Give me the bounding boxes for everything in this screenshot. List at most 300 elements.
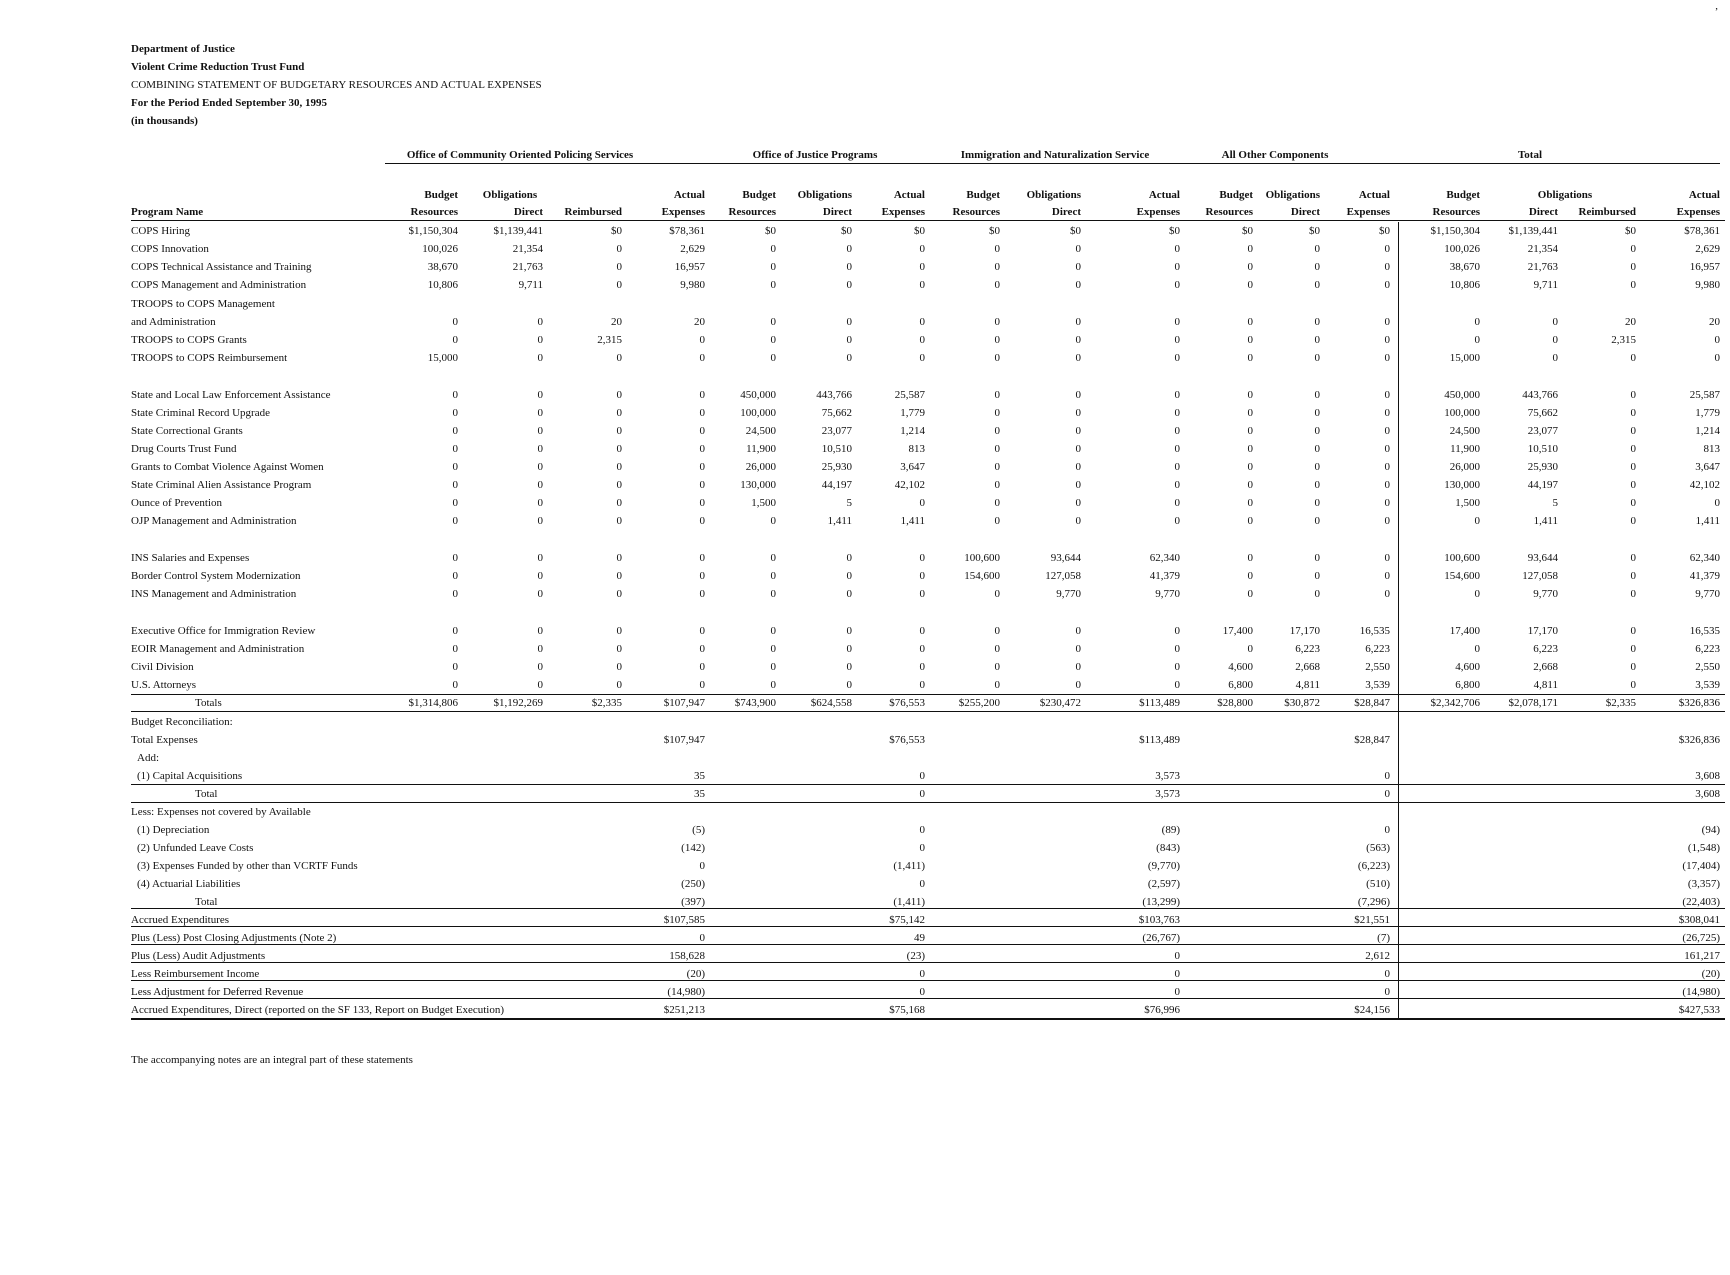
table-cell: 100,600 [964, 552, 1000, 564]
column-header-resources: Resources [952, 206, 1000, 218]
table-cell: 9,711 [1533, 279, 1558, 291]
table-cell: 0 [1174, 497, 1180, 509]
table-cell: 0 [452, 316, 458, 328]
table-cell: 0 [1384, 261, 1390, 273]
table-cell: 1,779 [1695, 407, 1720, 419]
table-cell: 0 [616, 497, 622, 509]
table-cell: 0 [699, 389, 705, 401]
table-cell: 0 [699, 479, 705, 491]
reconciliation-rule [131, 998, 1725, 999]
table-cell: 0 [994, 625, 1000, 637]
table-cell: 0 [1474, 334, 1480, 346]
table-cell: 0 [919, 497, 925, 509]
table-cell: 25,587 [894, 389, 925, 401]
table-cell: 75,662 [1527, 407, 1558, 419]
table-cell: 0 [616, 443, 622, 455]
column-header-obligations: Obligations [1026, 189, 1081, 201]
reconciliation-cell: (1,411) [893, 896, 925, 908]
column-header-expenses: Expenses [1346, 206, 1390, 218]
table-cell: $0 [841, 225, 852, 237]
table-cell: $230,472 [1039, 697, 1081, 709]
table-cell: 0 [1384, 389, 1390, 401]
table-cell: 0 [452, 588, 458, 600]
table-cell: 0 [846, 279, 852, 291]
table-cell: 0 [994, 407, 1000, 419]
table-cell: 0 [919, 552, 925, 564]
reconciliation-cell: (89) [1161, 824, 1180, 836]
program-name: INS Management and Administration [131, 588, 297, 600]
table-cell: 9,980 [680, 279, 705, 291]
table-cell: 0 [1174, 479, 1180, 491]
table-cell: 0 [1247, 497, 1253, 509]
table-cell: 0 [699, 497, 705, 509]
table-cell: 0 [1174, 279, 1180, 291]
table-cell: 17,400 [1449, 625, 1480, 637]
table-cell: 11,900 [1450, 443, 1480, 455]
table-cell: $0 [611, 225, 622, 237]
table-cell: $1,150,304 [1430, 225, 1480, 237]
reconciliation-rule [131, 784, 1725, 785]
table-cell: 10,510 [821, 443, 852, 455]
column-header-obligations: Obligations [482, 189, 538, 201]
table-cell: 0 [919, 334, 925, 346]
table-cell: 1,411 [900, 515, 925, 527]
table-cell: 2,668 [1533, 661, 1558, 673]
reconciliation-cell: 3,608 [1695, 788, 1720, 800]
table-cell: 0 [1075, 643, 1081, 655]
statement-title: COMBINING STATEMENT OF BUDGETARY RESOURCES AND ACTUAL EXPENSES [131, 79, 542, 91]
table-cell: 0 [1630, 570, 1636, 582]
table-cell: 23,077 [821, 425, 852, 437]
table-cell: 0 [452, 443, 458, 455]
table-cell: 0 [1552, 352, 1558, 364]
table-cell: 75,662 [821, 407, 852, 419]
table-cell: 0 [1630, 515, 1636, 527]
column-header-actual: Actual [1688, 189, 1720, 201]
reconciliation-label: Total Expenses [131, 734, 198, 746]
table-cell: 0 [846, 661, 852, 673]
table-cell: 130,000 [1444, 479, 1480, 491]
table-cell: 0 [1384, 443, 1390, 455]
reconciliation-cell: 0 [1384, 968, 1390, 980]
reconciliation-cell: (23) [906, 950, 925, 962]
table-cell: 0 [1384, 334, 1390, 346]
table-cell: 4,811 [1295, 679, 1320, 691]
reconciliation-cell: 0 [1384, 824, 1390, 836]
reconciliation-cell: (7) [1377, 932, 1390, 944]
column-header-actual: Actual [1148, 189, 1180, 201]
table-cell: 0 [537, 316, 543, 328]
table-cell: 1,411 [827, 515, 852, 527]
table-cell: 93,644 [1527, 552, 1558, 564]
table-cell: 0 [919, 243, 925, 255]
reconciliation-cell: (563) [1366, 842, 1390, 854]
column-header-expenses: Expenses [881, 206, 925, 218]
table-cell: 0 [1384, 588, 1390, 600]
table-cell: 0 [1630, 389, 1636, 401]
table-cell: 0 [616, 425, 622, 437]
table-cell: 0 [1174, 334, 1180, 346]
table-cell: 443,766 [816, 389, 852, 401]
table-cell: 0 [1384, 279, 1390, 291]
group-header: Total [1517, 149, 1543, 161]
table-cell: 1,411 [1533, 515, 1558, 527]
table-cell: 0 [770, 334, 776, 346]
table-cell: 0 [616, 352, 622, 364]
table-cell: 38,670 [427, 261, 458, 273]
table-cell: $0 [989, 225, 1000, 237]
program-name: Ounce of Prevention [131, 497, 223, 509]
table-cell: 0 [452, 479, 458, 491]
table-cell: 0 [1075, 243, 1081, 255]
table-cell: 0 [699, 515, 705, 527]
table-cell: 0 [1247, 316, 1253, 328]
table-cell: 0 [1314, 279, 1320, 291]
reconciliation-cell: 0 [1384, 986, 1390, 998]
table-cell: 0 [770, 625, 776, 637]
table-cell: 3,539 [1365, 679, 1390, 691]
table-cell: 0 [537, 661, 543, 673]
table-cell: 41,379 [1149, 570, 1180, 582]
table-cell: 0 [846, 588, 852, 600]
table-cell: 0 [1630, 261, 1636, 273]
table-cell: $1,150,304 [408, 225, 458, 237]
table-cell: $743,900 [734, 697, 776, 709]
table-cell: 2,629 [680, 243, 705, 255]
reconciliation-label: Total [195, 788, 218, 800]
table-cell: $113,489 [1139, 697, 1180, 709]
table-cell: 20 [611, 316, 622, 328]
table-cell: 100,026 [1444, 243, 1480, 255]
table-cell: 0 [1075, 425, 1081, 437]
table-cell: 0 [1630, 279, 1636, 291]
group-header-rule [385, 163, 1720, 164]
table-cell: 0 [452, 643, 458, 655]
reconciliation-cell: $28,847 [1354, 734, 1390, 746]
table-cell: 0 [1630, 588, 1636, 600]
column-header-program-name: Program Name [131, 206, 204, 218]
reconciliation-cell: (13,299) [1142, 896, 1180, 908]
table-cell: 0 [699, 407, 705, 419]
table-cell: 0 [1314, 389, 1320, 401]
reconciliation-cell: (2,597) [1147, 878, 1180, 890]
table-cell: 0 [537, 479, 543, 491]
table-cell: 0 [994, 243, 1000, 255]
reconciliation-cell: (6,223) [1357, 860, 1390, 872]
table-cell: 16,535 [1359, 625, 1390, 637]
reconciliation-cell: $326,836 [1678, 734, 1720, 746]
group-header: All Other Components [1221, 149, 1329, 161]
table-cell: 0 [1314, 334, 1320, 346]
table-cell: 0 [1174, 443, 1180, 455]
program-name: EOIR Management and Administration [131, 643, 305, 655]
table-cell: 4,811 [1533, 679, 1558, 691]
table-cell: 0 [452, 661, 458, 673]
table-cell: 0 [770, 643, 776, 655]
table-cell: 0 [1630, 443, 1636, 455]
table-cell: 0 [1630, 461, 1636, 473]
table-cell: 0 [846, 243, 852, 255]
table-cell: 0 [994, 261, 1000, 273]
table-cell: 0 [1174, 679, 1180, 691]
table-cell: 0 [1174, 243, 1180, 255]
table-cell: 0 [452, 497, 458, 509]
table-cell: $2,335 [591, 697, 622, 709]
group-header: Office of Community Oriented Policing Services [406, 149, 634, 161]
table-cell: 15,000 [1449, 352, 1480, 364]
column-header-budget: Budget [742, 189, 776, 201]
reconciliation-label: Plus (Less) Post Closing Adjustments (Note 2) [131, 932, 337, 944]
table-cell: 44,197 [821, 479, 852, 491]
reconciliation-rule [131, 908, 1725, 909]
column-header-obligations: Obligations [1265, 189, 1320, 201]
table-cell: 0 [1314, 497, 1320, 509]
table-cell: 0 [1075, 515, 1081, 527]
column-header-budget: Budget [966, 189, 1000, 201]
table-cell: 0 [699, 425, 705, 437]
table-cell: 0 [1630, 643, 1636, 655]
table-cell: 9,770 [1056, 588, 1081, 600]
table-cell: 1,214 [900, 425, 925, 437]
table-cell: 0 [1630, 352, 1636, 364]
table-cell: 0 [994, 588, 1000, 600]
table-cell: 0 [1174, 625, 1180, 637]
table-cell: 0 [1247, 588, 1253, 600]
reconciliation-label: Less: Expenses not covered by Available [131, 806, 311, 818]
table-cell: 0 [1474, 643, 1480, 655]
table-cell: 0 [1630, 552, 1636, 564]
table-cell: 6,223 [1695, 643, 1720, 655]
table-cell: $2,342,706 [1430, 697, 1480, 709]
table-cell: 0 [1075, 461, 1081, 473]
table-cell: 0 [616, 661, 622, 673]
table-cell: 21,763 [512, 261, 543, 273]
table-cell: 0 [1075, 352, 1081, 364]
reconciliation-cell: (843) [1156, 842, 1180, 854]
table-cell: 0 [846, 334, 852, 346]
totals-top-rule [131, 694, 1725, 695]
table-cell: 17,400 [1222, 625, 1253, 637]
table-cell: 0 [452, 679, 458, 691]
table-cell: 0 [1314, 316, 1320, 328]
reconciliation-cell: 3,608 [1695, 770, 1720, 782]
table-cell: 0 [919, 261, 925, 273]
program-name: Border Control System Modernization [131, 570, 301, 582]
reconciliation-cell: (250) [681, 878, 705, 890]
table-cell: 0 [1384, 461, 1390, 473]
table-cell: 0 [994, 643, 1000, 655]
final-double-rule [131, 1018, 1725, 1020]
table-cell: 0 [452, 425, 458, 437]
reconciliation-cell: $107,585 [663, 914, 705, 926]
reconciliation-rule [131, 962, 1725, 963]
reconciliation-cell: $427,533 [1678, 1004, 1720, 1016]
table-cell: 0 [1714, 497, 1720, 509]
column-header-actual: Actual [1358, 189, 1390, 201]
table-cell: $1,139,441 [493, 225, 543, 237]
table-cell: 0 [1075, 661, 1081, 673]
table-cell: 0 [616, 643, 622, 655]
table-cell: 6,800 [1455, 679, 1480, 691]
table-cell: 0 [994, 679, 1000, 691]
table-cell: $0 [1625, 225, 1636, 237]
table-cell: 0 [452, 334, 458, 346]
table-cell: 0 [1247, 570, 1253, 582]
reconciliation-cell: 3,573 [1155, 770, 1180, 782]
table-cell: 0 [1384, 479, 1390, 491]
table-cell: 0 [1247, 425, 1253, 437]
table-cell: 93,644 [1050, 552, 1081, 564]
table-cell: 0 [1314, 243, 1320, 255]
program-name: State Correctional Grants [131, 425, 243, 437]
table-cell: 0 [1075, 443, 1081, 455]
table-cell: 0 [1247, 515, 1253, 527]
reconciliation-cell: 158,628 [669, 950, 705, 962]
table-cell: 0 [616, 515, 622, 527]
table-cell: $78,361 [669, 225, 705, 237]
table-cell: 0 [1314, 407, 1320, 419]
table-cell: 21,354 [1527, 243, 1558, 255]
reconciliation-cell: 0 [919, 842, 925, 854]
table-cell: 0 [537, 679, 543, 691]
table-cell: $0 [1309, 225, 1320, 237]
table-cell: 0 [846, 261, 852, 273]
table-cell: 17,170 [1289, 625, 1320, 637]
table-cell: 0 [452, 461, 458, 473]
table-cell: 26,000 [1449, 461, 1480, 473]
table-cell: $2,335 [1605, 697, 1636, 709]
reconciliation-label: Less Adjustment for Deferred Revenue [131, 986, 304, 998]
fund-name: Violent Crime Reduction Trust Fund [131, 61, 305, 73]
program-name: COPS Management and Administration [131, 279, 307, 291]
table-cell: 0 [994, 334, 1000, 346]
table-cell: 1,779 [900, 407, 925, 419]
table-cell: 0 [699, 625, 705, 637]
table-cell: 0 [1247, 443, 1253, 455]
table-cell: 0 [1384, 425, 1390, 437]
reconciliation-cell: 0 [919, 824, 925, 836]
column-header-expenses: Expenses [1676, 206, 1720, 218]
footnote: The accompanying notes are an integral part of these statements [131, 1054, 413, 1066]
reconciliation-cell: 0 [919, 878, 925, 890]
program-name: OJP Management and Administration [131, 515, 297, 527]
reconciliation-cell: 0 [919, 968, 925, 980]
table-cell: 0 [452, 625, 458, 637]
table-cell: 0 [1630, 243, 1636, 255]
program-name: TROOPS to COPS Reimbursement [131, 352, 288, 364]
reconciliation-cell: (94) [1701, 824, 1720, 836]
table-cell: 0 [994, 279, 1000, 291]
table-cell: 2,550 [1695, 661, 1720, 673]
table-cell: 0 [1384, 243, 1390, 255]
table-cell: 0 [1630, 679, 1636, 691]
table-cell: 450,000 [1444, 389, 1480, 401]
table-cell: 25,930 [1527, 461, 1558, 473]
table-cell: 0 [846, 679, 852, 691]
reconciliation-cell: 2,612 [1365, 950, 1390, 962]
reconciliation-cell: (26,767) [1142, 932, 1180, 944]
table-cell: 0 [1174, 515, 1180, 527]
program-name: COPS Hiring [131, 225, 190, 237]
table-cell: 0 [1314, 570, 1320, 582]
table-cell: 1,500 [1455, 497, 1480, 509]
table-cell: 0 [994, 661, 1000, 673]
table-cell: 0 [919, 588, 925, 600]
table-cell: 21,354 [512, 243, 543, 255]
reconciliation-cell: 0 [919, 770, 925, 782]
table-cell: 127,058 [1522, 570, 1558, 582]
table-cell: $0 [914, 225, 925, 237]
table-cell: 0 [994, 497, 1000, 509]
table-cell: 0 [919, 625, 925, 637]
table-cell: 0 [846, 625, 852, 637]
table-cell: 0 [1075, 625, 1081, 637]
table-cell: 0 [1384, 570, 1390, 582]
table-cell: 0 [770, 243, 776, 255]
table-cell: 0 [616, 479, 622, 491]
table-cell: 0 [1630, 497, 1636, 509]
table-cell: 0 [1630, 425, 1636, 437]
reconciliation-cell: (5) [692, 824, 705, 836]
table-cell: 0 [846, 570, 852, 582]
reconciliation-cell: (17,404) [1682, 860, 1720, 872]
reconciliation-label: (4) Actuarial Liabilities [137, 878, 241, 890]
table-cell: $30,872 [1284, 697, 1320, 709]
table-cell: $78,361 [1684, 225, 1720, 237]
reconciliation-rule [131, 980, 1725, 981]
table-cell: 0 [846, 643, 852, 655]
reconciliation-cell: 35 [694, 788, 705, 800]
column-header-direct: Direct [1528, 206, 1558, 218]
table-cell: 100,600 [1444, 552, 1480, 564]
table-cell: 0 [1174, 389, 1180, 401]
table-cell: 0 [1384, 515, 1390, 527]
table-cell: 813 [1703, 443, 1720, 455]
program-name: State Criminal Alien Assistance Program [131, 479, 312, 491]
table-cell: 3,647 [1695, 461, 1720, 473]
table-cell: 0 [452, 515, 458, 527]
program-name: INS Salaries and Expenses [131, 552, 250, 564]
table-cell: 6,223 [1533, 643, 1558, 655]
program-name: U.S. Attorneys [131, 679, 197, 691]
table-cell: 0 [452, 407, 458, 419]
table-cell: 6,223 [1295, 643, 1320, 655]
table-cell: 0 [1474, 515, 1480, 527]
column-header-resources: Resources [1205, 206, 1253, 218]
table-cell: 41,379 [1689, 570, 1720, 582]
table-cell: 0 [994, 425, 1000, 437]
table-cell: 0 [1552, 334, 1558, 346]
table-cell: $1,139,441 [1508, 225, 1558, 237]
table-cell: 0 [537, 588, 543, 600]
reconciliation-cell: (142) [681, 842, 705, 854]
table-cell: 62,340 [1149, 552, 1180, 564]
reconciliation-cell: (14,980) [1682, 986, 1720, 998]
table-cell: 5 [1552, 497, 1558, 509]
reconciliation-cell: 0 [699, 860, 705, 872]
table-cell: 0 [1075, 261, 1081, 273]
table-cell: 0 [1552, 316, 1558, 328]
table-cell: 127,058 [1045, 570, 1081, 582]
table-cell: 0 [1314, 352, 1320, 364]
table-cell: 24,500 [745, 425, 776, 437]
reconciliation-label: Add: [137, 752, 159, 764]
table-cell: 10,806 [427, 279, 458, 291]
table-cell: 0 [919, 661, 925, 673]
reconciliation-cell: (22,403) [1682, 896, 1720, 908]
table-cell: 20 [694, 316, 705, 328]
table-cell: $0 [1169, 225, 1180, 237]
